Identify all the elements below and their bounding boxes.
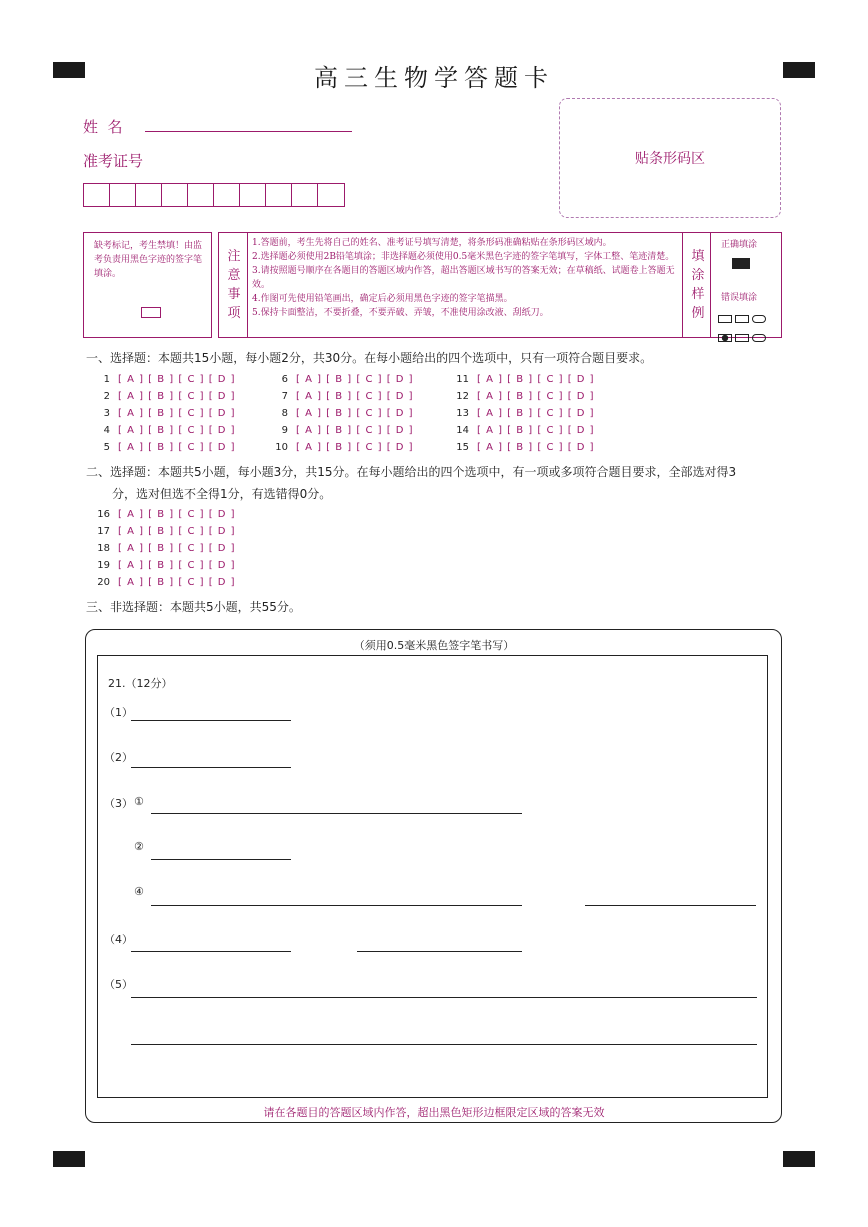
question-number: 13: [456, 408, 469, 419]
choice-row[interactable]: [453, 423, 595, 439]
part4-answer-line-a[interactable]: [131, 951, 291, 952]
choice-options[interactable]: [ A ] [ B ] [ C ] [ D ]: [118, 374, 236, 385]
part4-answer-line-b[interactable]: [357, 951, 522, 952]
part1-answer-line[interactable]: [131, 720, 291, 721]
choice-row[interactable]: [94, 372, 236, 388]
absent-text: 缺考标记，考生禁填！由监考负责用黑色字迹的签字笔填涂。: [94, 241, 203, 279]
choice-options[interactable]: [ A ] [ B ] [ C ] [ D ]: [118, 577, 236, 588]
question-number: 10: [275, 442, 288, 453]
part3-sub4-answer-line[interactable]: [151, 905, 522, 906]
id-digit-cell[interactable]: [136, 184, 162, 206]
question-number: 16: [97, 509, 110, 520]
corner-mark-bottom-left: [53, 1151, 85, 1167]
name-field[interactable]: [145, 131, 352, 132]
choice-options[interactable]: [ A ] [ B ] [ C ] [ D ]: [118, 560, 236, 571]
choice-options[interactable]: [ A ] [ B ] [ C ] [ D ]: [296, 442, 414, 453]
choice-options[interactable]: [ A ] [ B ] [ C ] [ D ]: [118, 526, 236, 537]
fill-divider: [682, 233, 683, 337]
id-digit-cell[interactable]: [318, 184, 344, 206]
part2-answer-line[interactable]: [131, 767, 291, 768]
section1-heading: 一、选择题：本题共15小题，每小题2分，共30分。在每小题给出的四个选项中，只有一项符合题目要求。: [86, 351, 653, 365]
notes-heading: [226, 247, 242, 323]
question-number: 18: [97, 543, 110, 554]
question-number: 8: [281, 408, 288, 419]
part3-sub4-extra-line[interactable]: [585, 905, 756, 906]
notes-heading-char: 项: [227, 306, 241, 321]
choice-row[interactable]: [453, 406, 595, 422]
section2-heading-line2: 分，选对但选不全得1分，有选错得0分。: [112, 487, 332, 501]
part3-sub4-label: ④: [134, 885, 144, 898]
question-number: 2: [103, 391, 110, 402]
correct-fill-label: 正确填涂: [721, 240, 758, 250]
page-title: 高三生物学答题卡: [314, 64, 554, 92]
wrong-fill-samples: [718, 308, 778, 346]
note-item: 2.选择题必须使用2B铅笔填涂；非选择题必须使用0.5毫米黑色字迹的签字笔填写，字体工整、笔迹清楚。: [252, 252, 675, 262]
note-item: 5.保持卡面整洁，不要折叠，不要弄破、弄皱，不准使用涂改液、刮纸刀。: [252, 308, 549, 318]
part3-sub2-answer-line[interactable]: [151, 859, 291, 860]
name-label: 姓 名: [83, 118, 123, 136]
wrong-sample-oval-icon: [752, 334, 766, 342]
note-item: 1.答题前，考生先将自己的姓名、准考证号填写清楚，将条形码准确粘贴在条形码区域内。: [252, 238, 612, 248]
fill-heading-char: 样: [691, 287, 705, 302]
question-number: 17: [97, 526, 110, 537]
answer-region-inner: [97, 655, 768, 1098]
notes-heading-char: 意: [227, 268, 241, 283]
part5-answer-line-1[interactable]: [131, 997, 757, 998]
choice-row[interactable]: [94, 423, 236, 439]
question-number: 7: [281, 391, 288, 402]
choice-options[interactable]: [ A ] [ B ] [ C ] [ D ]: [118, 509, 236, 520]
id-digit-cell[interactable]: [240, 184, 266, 206]
question-number: 12: [456, 391, 469, 402]
fill-heading-char: 例: [691, 306, 705, 321]
section3-heading: 三、非选择题：本题共5小题，共55分。: [86, 600, 301, 614]
choice-options[interactable]: [ A ] [ B ] [ C ] [ D ]: [118, 425, 236, 436]
choice-options[interactable]: [ A ] [ B ] [ C ] [ D ]: [118, 391, 236, 402]
barcode-area: [559, 98, 781, 218]
notes-heading-char: 事: [227, 287, 241, 302]
id-number-grid[interactable]: [83, 183, 345, 207]
choice-row[interactable]: [272, 372, 414, 388]
choice-row[interactable]: [453, 372, 595, 388]
choice-row[interactable]: [94, 440, 236, 456]
choice-row[interactable]: [94, 524, 236, 540]
choice-options[interactable]: [ A ] [ B ] [ C ] [ D ]: [118, 442, 236, 453]
fill-heading-char: 涂: [691, 268, 705, 283]
part3-sub1-answer-line[interactable]: [151, 813, 522, 814]
question-number: 4: [103, 425, 110, 436]
choice-row[interactable]: [272, 423, 414, 439]
question-number: 5: [103, 442, 110, 453]
choice-options[interactable]: [ A ] [ B ] [ C ] [ D ]: [296, 408, 414, 419]
wrong-sample-cross-icon: [735, 315, 749, 323]
wrong-fill-label: 错误填涂: [721, 293, 758, 303]
barcode-label: 贴条形码区: [635, 151, 705, 167]
part5-answer-line-2[interactable]: [131, 1044, 757, 1045]
choice-row[interactable]: [272, 440, 414, 456]
part3-label: （3）: [104, 797, 133, 810]
choice-options[interactable]: [ A ] [ B ] [ C ] [ D ]: [296, 425, 414, 436]
fill-heading-char: 填: [691, 249, 705, 264]
id-digit-cell[interactable]: [292, 184, 318, 206]
notes-heading-char: 注: [227, 249, 241, 264]
corner-mark-bottom-right: [783, 1151, 815, 1167]
note-item: 4.作图可先使用铅笔画出，确定后必须用黑色字迹的签字笔描黑。: [252, 294, 513, 304]
choice-options[interactable]: [ A ] [ B ] [ C ] [ D ]: [477, 374, 595, 385]
id-digit-cell[interactable]: [162, 184, 188, 206]
question-number: 3: [103, 408, 110, 419]
wrong-sample-dot-icon: [718, 334, 732, 342]
choice-row[interactable]: [94, 575, 236, 591]
fill-sample-divider: [710, 233, 711, 337]
part1-label: （1）: [104, 706, 133, 719]
notes-box: [218, 232, 782, 338]
absent-mark-box: [83, 232, 212, 338]
pen-note: （须用0.5毫米黑色签字笔书写）: [353, 639, 515, 652]
choice-row[interactable]: [94, 389, 236, 405]
choice-options[interactable]: [ A ] [ B ] [ C ] [ D ]: [296, 374, 414, 385]
part3-sub2-label: ②: [134, 840, 144, 853]
choice-row[interactable]: [94, 541, 236, 557]
choice-options[interactable]: [ A ] [ B ] [ C ] [ D ]: [477, 425, 595, 436]
question-number: 1: [103, 374, 110, 385]
choice-row[interactable]: [272, 389, 414, 405]
correct-fill-sample: [732, 258, 750, 269]
id-digit-cell[interactable]: [110, 184, 136, 206]
section2-heading-line1: 二、选择题：本题共5小题，每小题3分，共15分。在每小题给出的四个选项中，有一项或多项符合题目要求，全部选对得3: [86, 465, 737, 479]
part5-label: （5）: [104, 978, 133, 991]
notes-list: [252, 236, 680, 320]
footer-warning: 请在各题目的答题区域内作答，超出黑色矩形边框限定区域的答案无效: [263, 1106, 605, 1119]
part2-label: （2）: [104, 751, 133, 764]
q21-title: 21.（12分）: [108, 677, 173, 690]
choice-row[interactable]: [453, 440, 595, 456]
choice-options[interactable]: [ A ] [ B ] [ C ] [ D ]: [296, 391, 414, 402]
id-label: 准考证号: [83, 152, 144, 170]
id-digit-cell[interactable]: [84, 184, 110, 206]
question-number: 20: [97, 577, 110, 588]
wrong-sample-bracket-icon: [735, 334, 749, 342]
question-number: 19: [97, 560, 110, 571]
part4-label: （4）: [104, 933, 133, 946]
absent-checkbox[interactable]: [141, 307, 161, 318]
wrong-sample-circle-icon: [752, 315, 766, 323]
choice-options[interactable]: [ A ] [ B ] [ C ] [ D ]: [477, 442, 595, 453]
note-item: 3.请按照题号顺序在各题目的答题区域内作答，超出答题区域书写的答案无效；在草稿纸、试题卷上答题无效。: [252, 266, 675, 290]
question-number: 14: [456, 425, 469, 436]
choice-options[interactable]: [ A ] [ B ] [ C ] [ D ]: [477, 391, 595, 402]
choice-row[interactable]: [94, 406, 236, 422]
question-number: 9: [281, 425, 288, 436]
choice-row[interactable]: [453, 389, 595, 405]
id-digit-cell[interactable]: [188, 184, 214, 206]
wrong-sample-check-icon: [718, 315, 732, 323]
choice-options[interactable]: [ A ] [ B ] [ C ] [ D ]: [118, 543, 236, 554]
fill-heading: [690, 247, 706, 323]
choice-options[interactable]: [ A ] [ B ] [ C ] [ D ]: [118, 408, 236, 419]
choice-row[interactable]: [272, 406, 414, 422]
question-number: 11: [456, 374, 469, 385]
id-digit-cell[interactable]: [214, 184, 240, 206]
choice-options[interactable]: [ A ] [ B ] [ C ] [ D ]: [477, 408, 595, 419]
id-digit-cell[interactable]: [266, 184, 292, 206]
part3-sub1-label: ①: [134, 795, 144, 808]
question-number: 6: [281, 374, 288, 385]
notes-divider: [247, 233, 248, 337]
choice-row[interactable]: [94, 507, 236, 523]
question-number: 15: [456, 442, 469, 453]
choice-row[interactable]: [94, 558, 236, 574]
